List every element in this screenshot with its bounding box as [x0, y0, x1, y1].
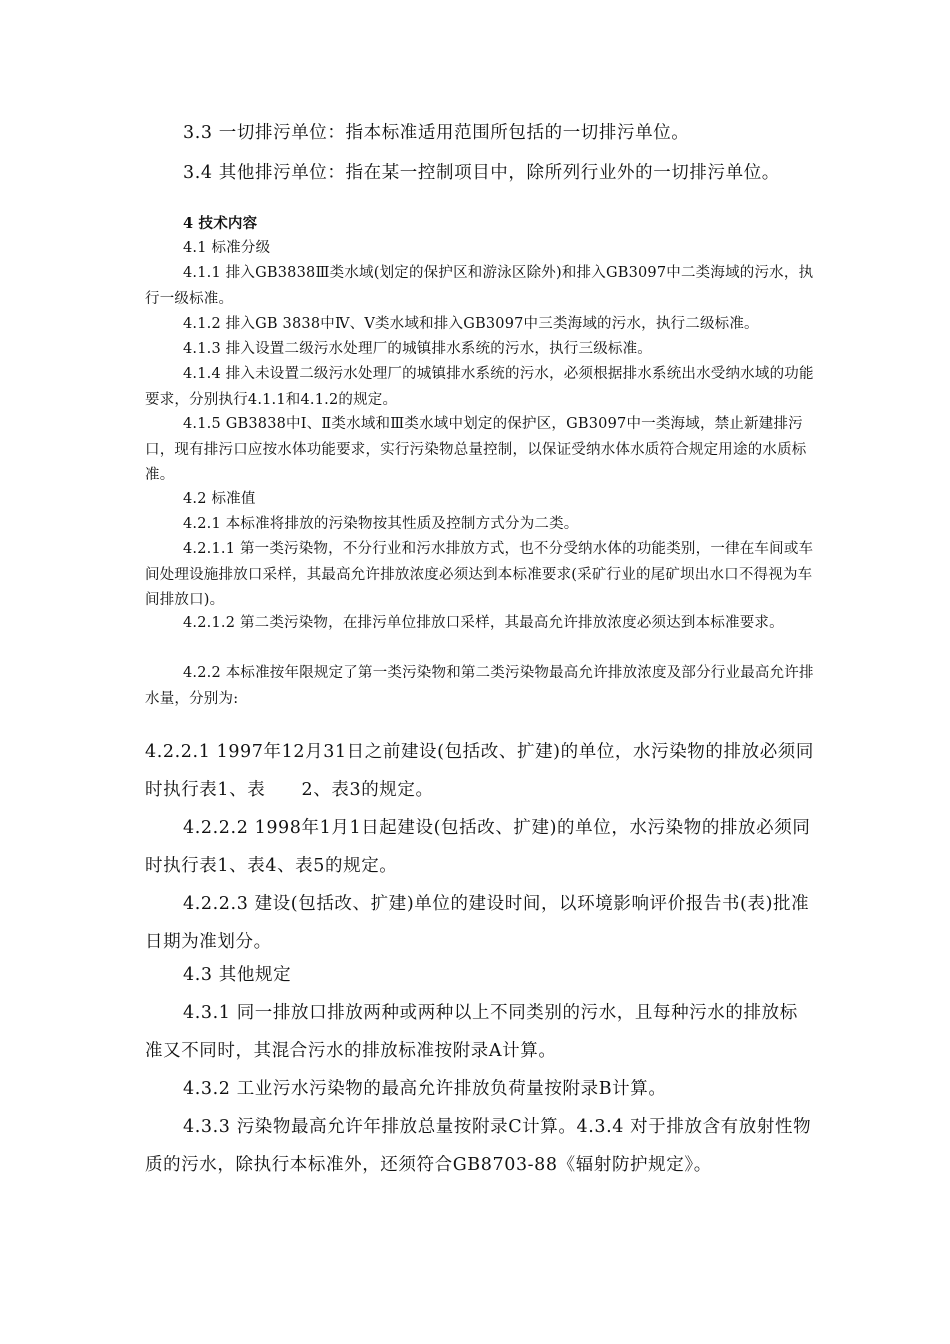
clause-4-1-2: 4.1.2 排入GB 3838中Ⅳ、Ⅴ类水域和排入GB3097中三类海域的污水，执行二级标准。	[183, 316, 759, 332]
clause-4-1-3: 4.1.3 排入设置二级污水处理厂的城镇排水系统的污水，执行三级标准。	[183, 341, 653, 357]
clause-4-2-2-3: 4.2.2.3 建设(包括改、扩建)单位的建设时间，以环境影响评价报告书(表)批准日期为准划分。	[145, 894, 810, 952]
clause-4-1-4: 4.1.4 排入未设置二级污水处理厂的城镇排水系统的污水，必须根据排水系统出水受纳水域的功能要求，分别执行4.1.1和4.1.2的规定。	[145, 366, 814, 408]
clause-4-2-1: 4.2.1 本标准将排放的污染物按其性质及控制方式分为二类。	[183, 516, 579, 532]
clause-4-2-1-1: 4.2.1.1 第一类污染物，不分行业和污水排放方式，也不分受纳水体的功能类别，一律在车间或车间处理设施排放口采样，其最高允许排放浓度必须达到本标准要求(采矿行业的尾矿坝出水口不得视为车间排放口)。	[145, 541, 814, 608]
section-heading: 4 技术内容	[183, 215, 258, 232]
clause-3-3: 3.3 一切排污单位：指本标准适用范围所包括的一切排污单位。	[183, 123, 690, 143]
clause-4-3-1: 4.3.1 同一排放口排放两种或两种以上不同类别的污水，且每种污水的排放标准又不同时，其混合污水的排放标准按附录A计算。	[145, 1003, 798, 1061]
clause-4-2-2: 4.2.2 本标准按年限规定了第一类污染物和第二类污染物最高允许排放浓度及部分行业最高允许排水量，分别为:	[145, 665, 814, 707]
clause-3-4: 3.4 其他排污单位：指在某一控制项目中，除所列行业外的一切排污单位。	[183, 163, 780, 183]
clause-4-1-1: 4.1.1 排入GB3838Ⅲ类水域(划定的保护区和游泳区除外)和排入GB3097中二类海域的污水，执行一级标准。	[145, 265, 814, 307]
clause-4-2-1-2: 4.2.1.2 第二类污染物，在排污单位排放口采样，其最高允许排放浓度必须达到本标准要求。	[183, 615, 784, 631]
clause-4-3: 4.3 其他规定	[183, 965, 292, 985]
clause-4-1: 4.1 标准分级	[183, 240, 271, 256]
clause-4-2: 4.2 标准值	[183, 491, 256, 507]
clause-4-1-5: 4.1.5 GB3838中Ⅰ、Ⅱ类水域和Ⅲ类水域中划定的保护区，GB3097中一类海域，禁止新建排污口，现有排污口应按水体功能要求，实行污染物总量控制，以保证受纳水体水质符合规定用途的水质标准。	[145, 416, 807, 483]
clause-4-2-2-2: 4.2.2.2 1998年1月1日起建设(包括改、扩建)的单位，水污染物的排放必须同时执行表1、表4、表5的规定。	[145, 818, 811, 876]
clause-4-2-2-1: 4.2.2.1 1997年12月31日之前建设(包括改、扩建)的单位，水污染物的排放必须同时执行表1、表 2、表3的规定。	[145, 742, 815, 800]
clause-4-3-3-4: 4.3.3 污染物最高允许年排放总量按附录C计算。4.3.4 对于排放含有放射性物质的污水，除执行本标准外，还须符合GB8703-88《辐射防护规定》。	[145, 1117, 812, 1175]
clause-4-3-2: 4.3.2 工业污水污染物的最高允许排放负荷量按附录B计算。	[183, 1079, 667, 1099]
